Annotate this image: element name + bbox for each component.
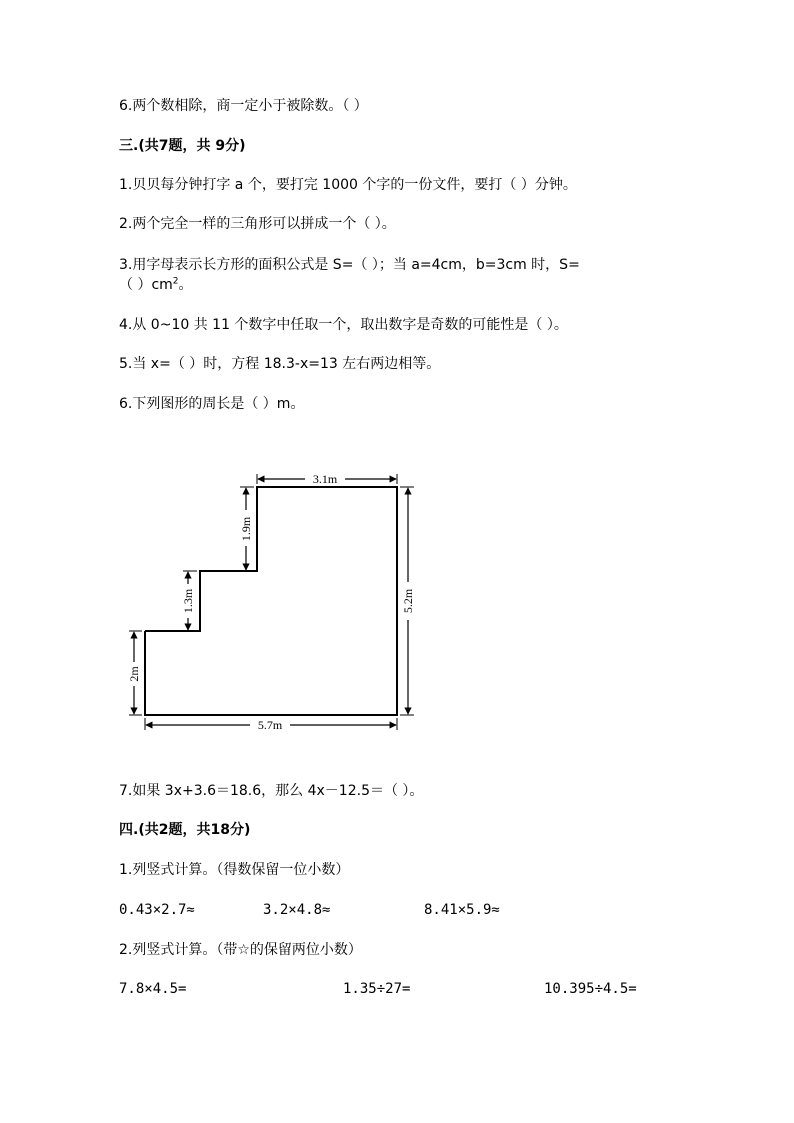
section-4-question-1: 1.列竖式计算。（得数保留一位小数） — [119, 862, 350, 878]
calc-1-1: 0.43×2.7≈ — [119, 902, 195, 918]
label-right: 5.2m — [401, 588, 415, 614]
label-step-lower: 1.3m — [181, 588, 195, 614]
perimeter-figure — [120, 462, 420, 742]
question-1: 1.贝贝每分钟打字 a 个，要打完 1000 个字的一份文件，要打（ ）分钟。 — [119, 177, 577, 193]
question-7: 7.如果 3x+3.6＝18.6，那么 4x－12.5＝（ ）。 — [119, 783, 424, 799]
question-2: 2.两个完全一样的三角形可以拼成一个（ ）。 — [119, 216, 396, 232]
label-left: 2m — [127, 666, 141, 682]
question-4: 4.从 0~10 共 11 个数字中任取一个，取出数字是奇数的可能性是（ ）。 — [119, 317, 568, 333]
calc-2-3: 10.395÷4.5= — [544, 981, 637, 997]
label-bottom: 5.7m — [257, 718, 283, 732]
calc-1-2: 3.2×4.8≈ — [263, 902, 331, 918]
section-4-question-2: 2.列竖式计算。（带☆的保留两位小数） — [119, 942, 362, 958]
calc-2-2: 1.35÷27= — [343, 981, 411, 997]
question-3-blank: （ ）cm — [119, 277, 173, 293]
question-6: 6.下列图形的周长是（ ）m。 — [119, 396, 305, 412]
question-3-line-2 — [119, 276, 193, 294]
question-6-true-false: 6.两个数相除，商一定小于被除数。（ ） — [119, 98, 368, 114]
label-top: 3.1m — [312, 472, 338, 486]
question-3-line-1: 3.用字母表示长方形的面积公式是 S=（ ）；当 a=4cm，b=3cm 时，S= — [119, 257, 580, 273]
section-3-title: 三.(共7题，共 9分) — [119, 138, 246, 154]
superscript-2: 2 — [172, 276, 179, 287]
label-step-upper: 1.9m — [239, 516, 253, 542]
section-4-title: 四.(共2题，共18分) — [119, 822, 251, 838]
calc-1-3: 8.41×5.9≈ — [424, 902, 500, 918]
question-5: 5.当 x=（ ）时，方程 18.3-x=13 左右两边相等。 — [119, 356, 441, 372]
question-3-end: 。 — [178, 277, 193, 293]
calc-2-1: 7.8×4.5= — [119, 981, 187, 997]
